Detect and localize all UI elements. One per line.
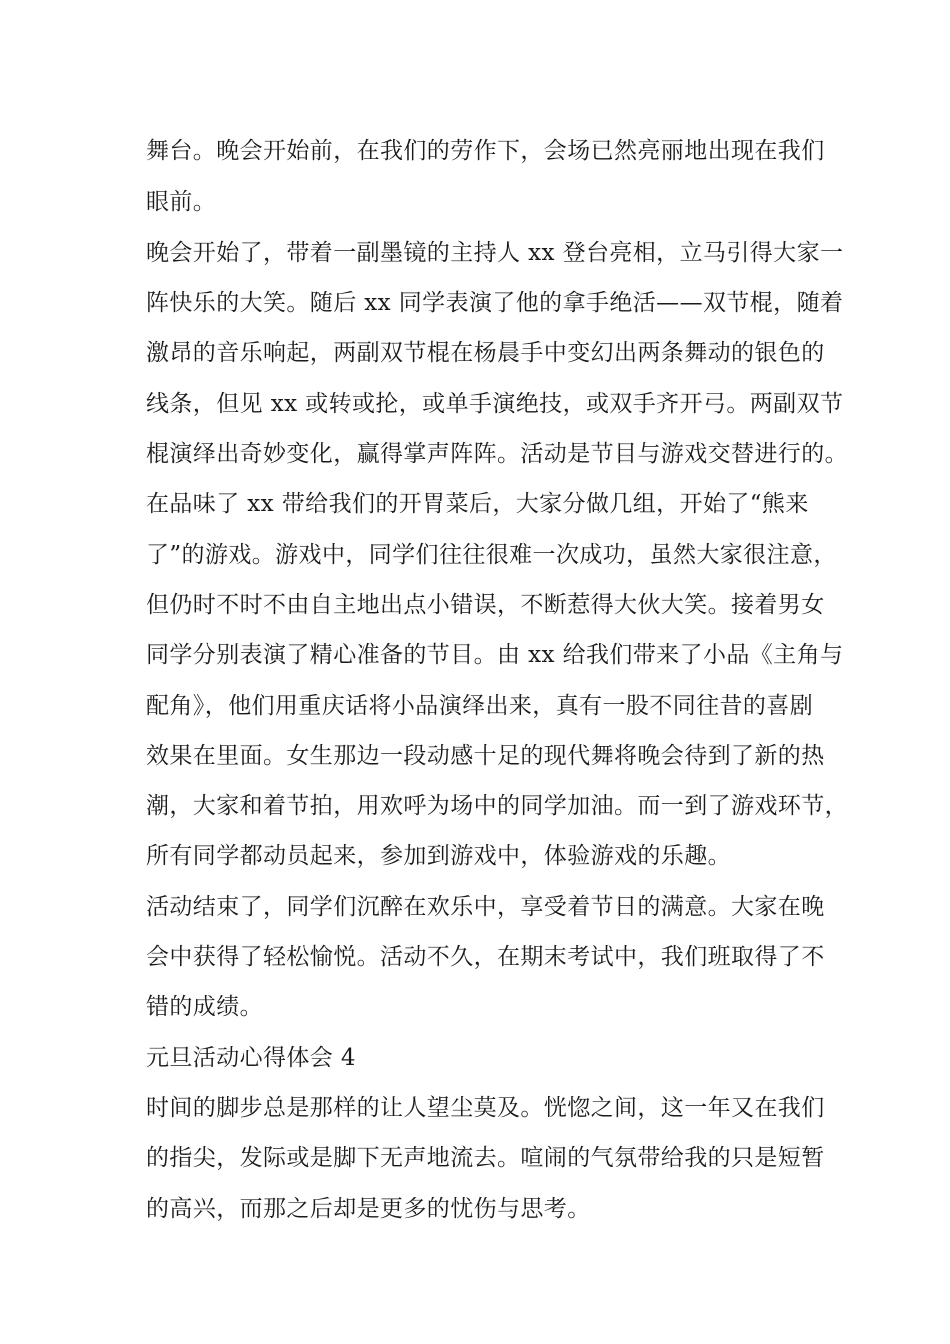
text-line: 舞台。晚会开始前，在我们的劳作下，会场已然亮丽地出现在我们 — [146, 138, 825, 164]
text-line: 但仍时不时不由自主地出点小错误，不断惹得大伙大笑。接着男女 — [146, 592, 825, 618]
text-line: 眼前。 — [146, 189, 217, 215]
text-line: 了”的游戏。游戏中，同学们往往很难一次成功，虽然大家很注意， — [146, 542, 837, 568]
text-line: 所有同学都动员起来，参加到游戏中，体验游戏的乐趣。 — [146, 843, 731, 869]
text-line: 在品味了 xx 带给我们的开胃菜后，大家分做几组，开始了“熊来 — [146, 491, 809, 517]
text-line: 同学分别表演了精心准备的节目。由 xx 给我们带来了小品《主角与 — [146, 642, 844, 668]
text-line: 阵快乐的大笑。随后 xx 同学表演了他的拿手绝活——双节棍，随着 — [146, 290, 844, 316]
text-line: 时间的脚步总是那样的让人望尘莫及。恍惚之间，这一年又在我们 — [146, 1095, 825, 1121]
section-heading: 元旦活动心得体会 4 — [146, 1045, 356, 1071]
text-line: 线条，但见 xx 或转或抡，或单手演绝技，或双手齐开弓。两副双节 — [146, 391, 844, 417]
text-line: 效果在里面。女生那边一段动感十足的现代舞将晚会待到了新的热 — [146, 743, 825, 769]
text-line: 会中获得了轻松愉悦。活动不久，在期末考试中，我们班取得了不 — [146, 944, 825, 970]
text-line: 激昂的音乐响起，两副双节棍在杨晨手中变幻出两条舞动的银色的 — [146, 340, 825, 366]
text-line: 活动结束了，同学们沉醉在欢乐中，享受着节日的满意。大家在晚 — [146, 894, 825, 920]
text-line: 棍演绎出奇妙变化，赢得掌声阵阵。活动是节目与游戏交替进行的。 — [146, 441, 848, 467]
text-line: 的指尖，发际或是脚下无声地流去。喧闹的气氛带给我的只是短暂 — [146, 1145, 825, 1171]
text-line: 的高兴，而那之后却是更多的忧伤与思考。 — [146, 1196, 591, 1222]
text-line: 错的成绩。 — [146, 994, 263, 1020]
text-line: 潮，大家和着节拍，用欢呼为场中的同学加油。而一到了游戏环节， — [146, 793, 848, 819]
text-line: 配角》，他们用重庆话将小品演绎出来，真有一股不同往昔的喜剧 — [146, 693, 814, 719]
text-line: 晚会开始了，带着一副墨镜的主持人 xx 登台亮相，立马引得大家一 — [146, 240, 844, 266]
